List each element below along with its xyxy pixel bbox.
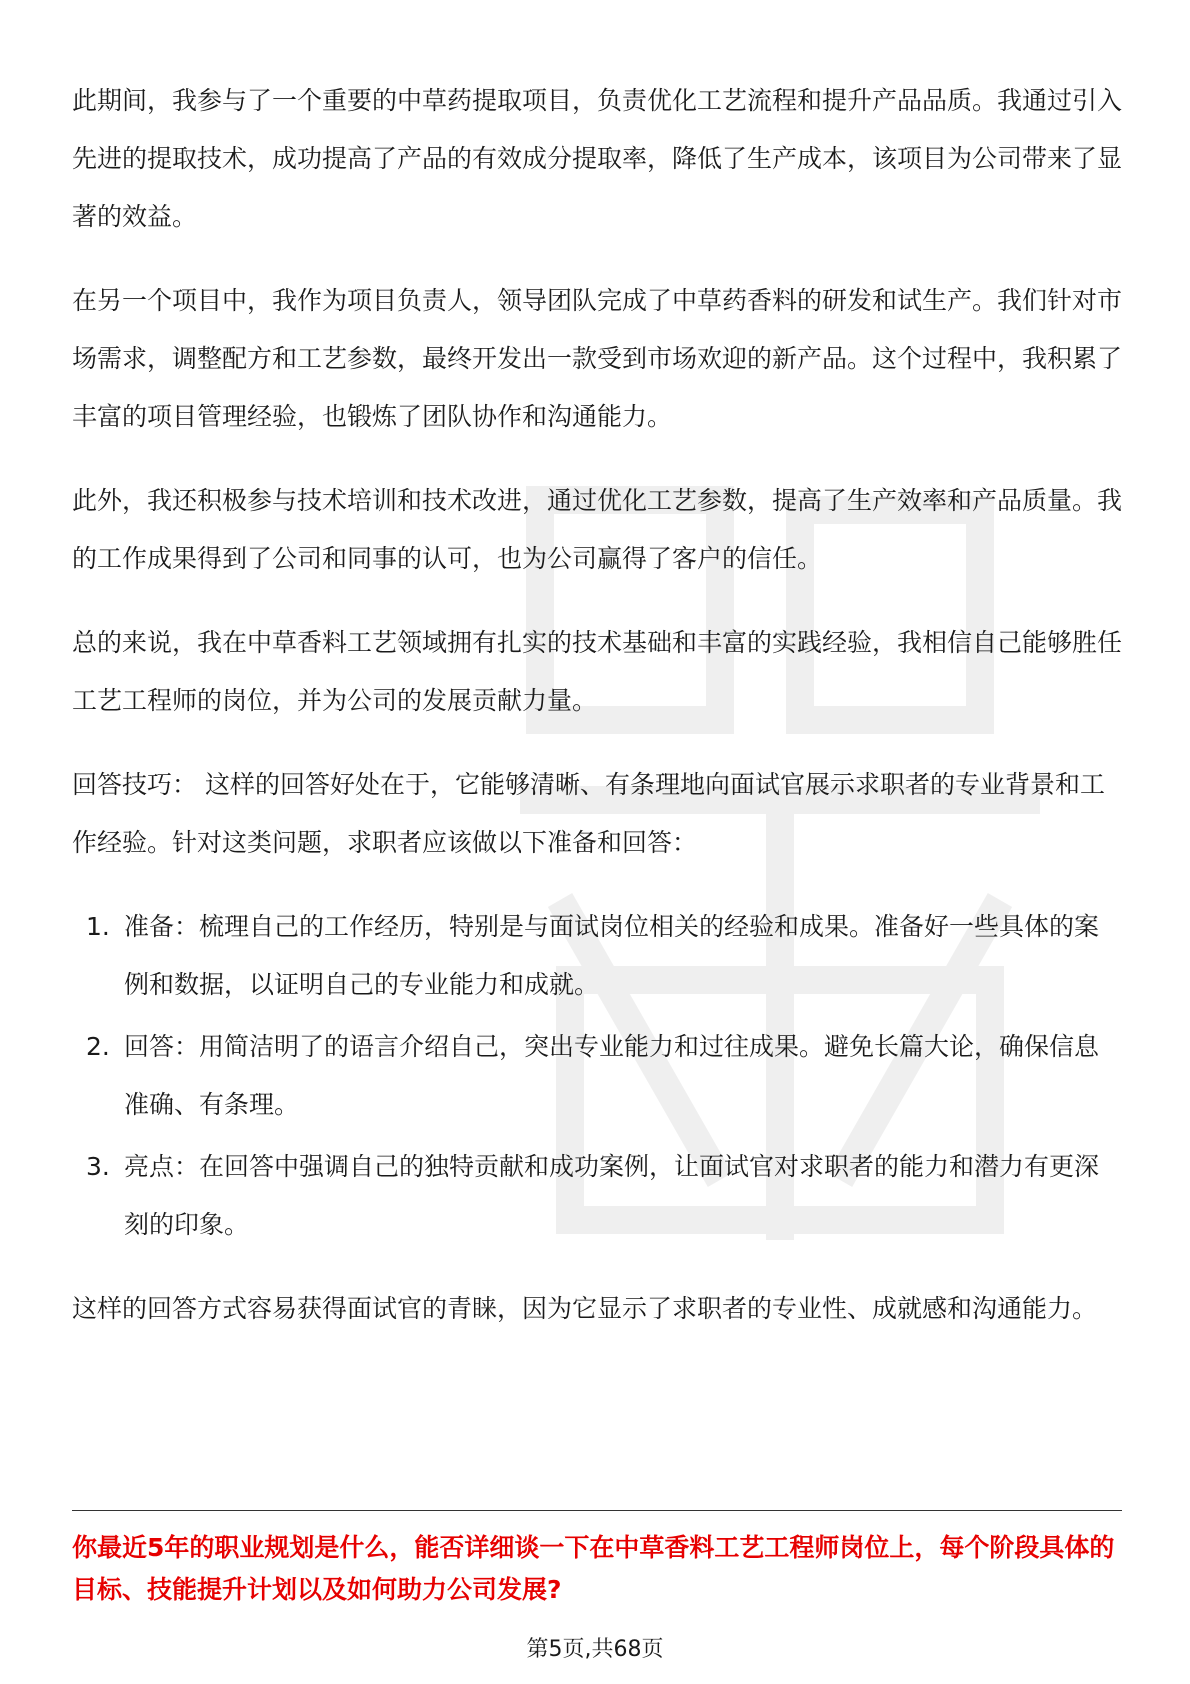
tips-list (72, 898, 1122, 1254)
paragraph-project-extraction: 此期间，我参与了一个重要的中草药提取项目，负责优化工艺流程和提升产品品质。我通过引入先进的提取技术，成功提高了产品的有效成分提取率，降低了生产成本，该项目为公司带来了显著的效益。 (72, 86, 1123, 231)
list-number: 3. (86, 1152, 110, 1181)
list-text: 亮点：在回答中强调自己的独特贡献和成功案例，让面试官对求职者的能力和潜力有更深刻的印象。 (124, 1152, 1100, 1239)
list-item (72, 1138, 1122, 1254)
page-footer: 第5页,共68页 (526, 1637, 664, 1662)
section-divider (72, 1510, 1122, 1511)
list-text: 回答：用简洁明了的语言介绍自己，突出专业能力和过往成果。避免长篇大论，确保信息准确、有条理。 (124, 1032, 1100, 1119)
paragraph-training: 此外，我还积极参与技术培训和技术改进，通过优化工艺参数，提高了生产效率和产品质量。我的工作成果得到了公司和同事的认可，也为公司赢得了客户的信任。 (72, 486, 1123, 573)
paragraph-answer-tips: 回答技巧： 这样的回答好处在于，它能够清晰、有条理地向面试官展示求职者的专业背景和工作经验。针对这类问题，求职者应该做以下准备和回答： (72, 770, 1105, 857)
list-number: 1. (86, 912, 110, 941)
document-body (72, 72, 1122, 1364)
list-item (72, 898, 1122, 1014)
list-item (72, 1018, 1122, 1134)
paragraph-project-leader: 在另一个项目中，我作为项目负责人，领导团队完成了中草药香料的研发和试生产。我们针对市场需求，调整配方和工艺参数，最终开发出一款受到市场欢迎的新产品。这个过程中，我积累了丰富的项目管理经验，也锻炼了团队协作和沟通能力。 (72, 286, 1123, 431)
list-text: 准备：梳理自己的工作经历，特别是与面试岗位相关的经验和成果。准备好一些具体的案例和数据，以证明自己的专业能力和成就。 (124, 912, 1100, 999)
paragraph-summary: 总的来说，我在中草香料工艺领域拥有扎实的技术基础和丰富的实践经验，我相信自己能够胜任工艺工程师的岗位，并为公司的发展贡献力量。 (72, 628, 1123, 715)
next-question-heading: 你最近5年的职业规划是什么，能否详细谈一下在中草香料工艺工程师岗位上，每个阶段具体的目标、技能提升计划以及如何助力公司发展? (72, 1533, 1115, 1604)
paragraph-closing: 这样的回答方式容易获得面试官的青睐，因为它显示了求职者的专业性、成就感和沟通能力。 (72, 1294, 1098, 1323)
list-number: 2. (86, 1032, 110, 1061)
